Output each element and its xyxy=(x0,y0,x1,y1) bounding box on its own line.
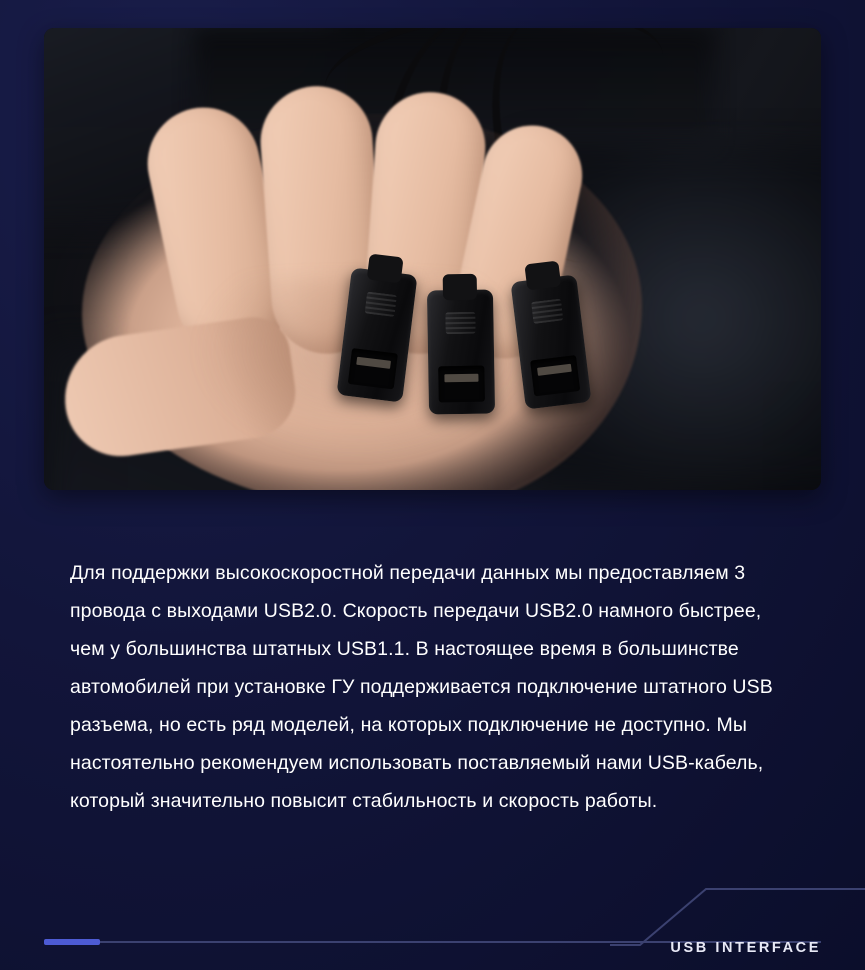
usb-connector-3-emboss xyxy=(531,298,563,323)
footer xyxy=(0,878,865,970)
usb-connector-2-neck xyxy=(443,274,477,301)
footer-label: USB INTERFACE xyxy=(670,940,821,956)
usb-connector-1-neck xyxy=(367,254,404,284)
footer-swoosh-decoration xyxy=(610,885,865,947)
usb-connector-3-neck xyxy=(524,261,561,291)
usb-connector-1-port xyxy=(348,348,398,389)
usb-connector-2-port xyxy=(438,366,485,403)
product-photo xyxy=(44,28,821,490)
usb-connector-3-port xyxy=(530,355,580,396)
description-paragraph: Для поддержки высокоскоростной передачи данных мы предоставляем 3 провода с выходами USB2.0. Скорость передачи USB2.0 намного быстрее, чем у большинства штатных USB1.1. В настоящее время в большинстве автомобилей при установке ГУ поддерживается подключение штатного USB разъема, но есть ряд моделей, на которых подключение не доступно. Мы настоятельно рекомендуем использовать поставляемый нами USB-кабель, который значительно повысит стабильность и скорость работы. xyxy=(70,561,773,812)
footer-accent-bar xyxy=(44,939,100,945)
usb-connector-2-emboss xyxy=(445,312,475,335)
usb-connector-1-emboss xyxy=(365,291,397,316)
usb-connector-2 xyxy=(427,289,495,414)
photo-canvas xyxy=(44,28,821,490)
